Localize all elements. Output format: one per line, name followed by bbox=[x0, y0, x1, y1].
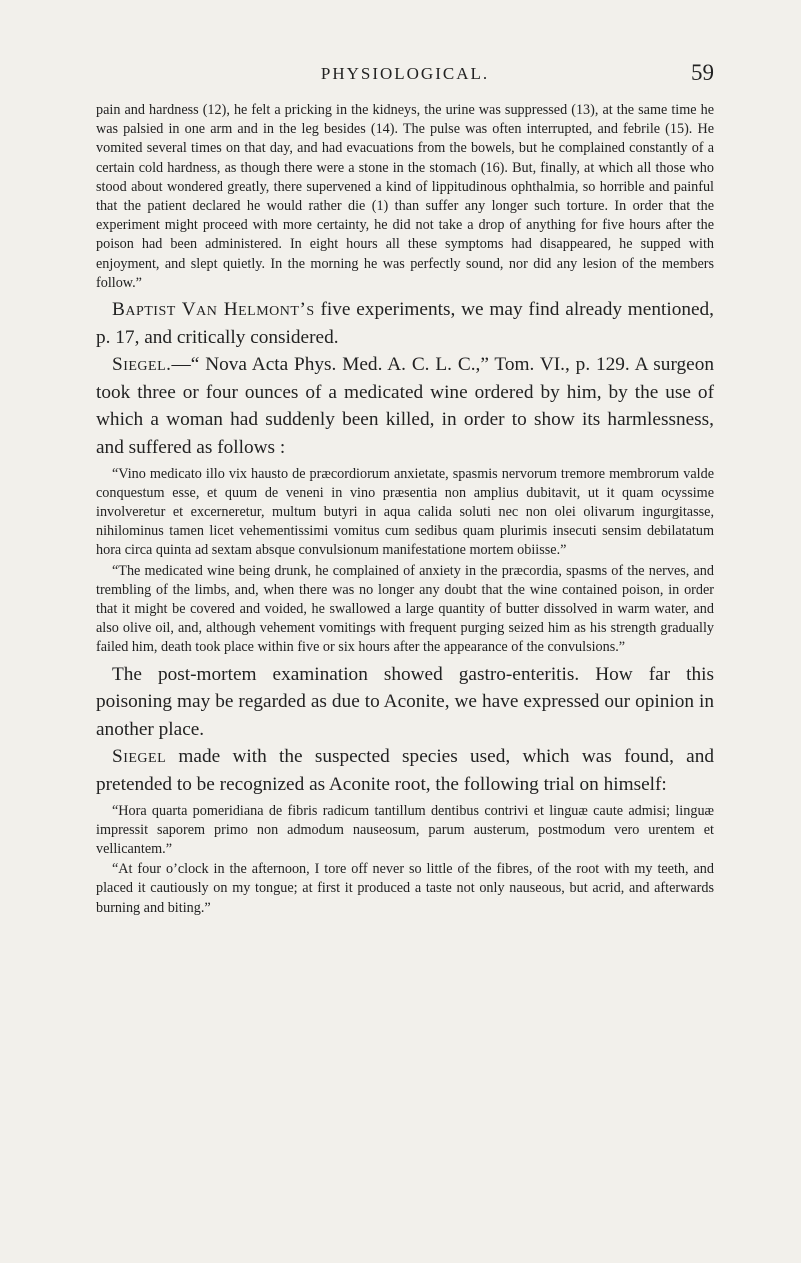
paragraph-siegel-citation-text: —“ Nova Acta Phys. Med. A. C. L. C.,” Tom. VI., p. 129. A surgeon took three or four ounces of a medicated wine ordered by him, by the use of which a woman had suddenly been killed, in order to show its harmlessness, and suffered as follows : bbox=[96, 354, 714, 458]
running-head-title: PHYSIOLOGICAL. bbox=[320, 64, 490, 83]
paragraph-siegel-trial-text: made with the suspected species used, which was found, and pretended to be recognized as Aconite root, the following trial on himself: bbox=[96, 746, 714, 795]
author-name-siegel-trial: Siegel bbox=[112, 746, 167, 768]
running-head bbox=[96, 60, 714, 88]
body-text bbox=[96, 101, 714, 918]
paragraph-siegel-trial bbox=[96, 743, 714, 798]
paragraph-van-helmont-text: five experiments, we may find already mentioned, p. 17, and critically considered. bbox=[96, 299, 715, 348]
latin-quotation-wine: “Vino medicato illo vix hausto de præcordiorum anxietate, spasmis nervorum tremore membrorum valde conquestum esse, et quum de veneni in vino præsentia non amplius dubitavit, ut it quam ocyssime involveretur et excerneretur, multum butyri in aqua calida soluti nec non olei olivarum ingurgitasse, nihilominus tamen licet vehementissimi vomitus cum sedibus quam plurimis insecuti sensim debilatatum hora circa quinta ad sextam absque convulsionum manifestatione mortem obiisse.” bbox=[96, 465, 714, 559]
english-translation-root: “At four o’clock in the afternoon, I tore off never so little of the fibres, of the root with my teeth, and placed it cautiously on my tongue; at first it produced a taste not only nauseous, but acrid, and afterwards burning and biting.” bbox=[96, 861, 714, 916]
paragraph-post-mortem: The post-mortem examination showed gastro-enteritis. How far this poisoning may be regarded as due to Aconite, we have expressed our opinion in another place. bbox=[96, 663, 714, 740]
english-translation-wine: “The medicated wine being drunk, he complained of anxiety in the præcordia, spasms of the nerves, and trembling of the limbs, and, when there was no longer any doubt that the wine contained poison, in order that it might be covered and voided, he swallowed a large quantity of butter dissolved in warm water, and also olive oil, and, although vehement vomitings with frequent purging seized him as his strength gradually failed him, death took place within five or six hours after the appearance of the convulsions.” bbox=[96, 562, 714, 656]
author-name-siegel: Siegel. bbox=[112, 354, 172, 376]
paragraph-siegel-citation bbox=[96, 351, 714, 461]
paragraph-van-helmont bbox=[96, 296, 714, 351]
paragraph-continuation: pain and hardness (12), he felt a pricking in the kidneys, the urine was suppressed (13), at the same time he was palsied in one arm and in the leg besides (14). The pulse was often interrupted, and febrile (15). He vomited several times on that day, and had evacuations from the bowels, but he complained constantly of a certain cold hardness, as though there were a stone in the stomach (16). But, finally, at which all those who stood about wondered greatly, there supervened a kind of lippitudinous ophthalmia, so horrible and painful that the patient declared he would rather die (1) than suffer any longer such torture. In order that the experiment might proceed with more certainty, he did not take a drop of anything for five hours after the poison had been administered. In eight hours all these symptoms had disappeared, he supped with enjoyment, and slept quietly. In the morning he was perfectly sound, nor did any lesion of the members follow.” bbox=[96, 102, 714, 291]
author-name-van-helmont: Baptist Van Helmont’s bbox=[112, 299, 315, 321]
page-number: 59 bbox=[691, 60, 714, 85]
latin-quotation-root: “Hora quarta pomeridiana de fibris radicum tantillum dentibus contrivi et linguæ caute admisi; linguæ impressit saporem primo non admodum nauseosum, parum austerum, postmodum vero urentem et vellicantem.” bbox=[96, 802, 714, 857]
